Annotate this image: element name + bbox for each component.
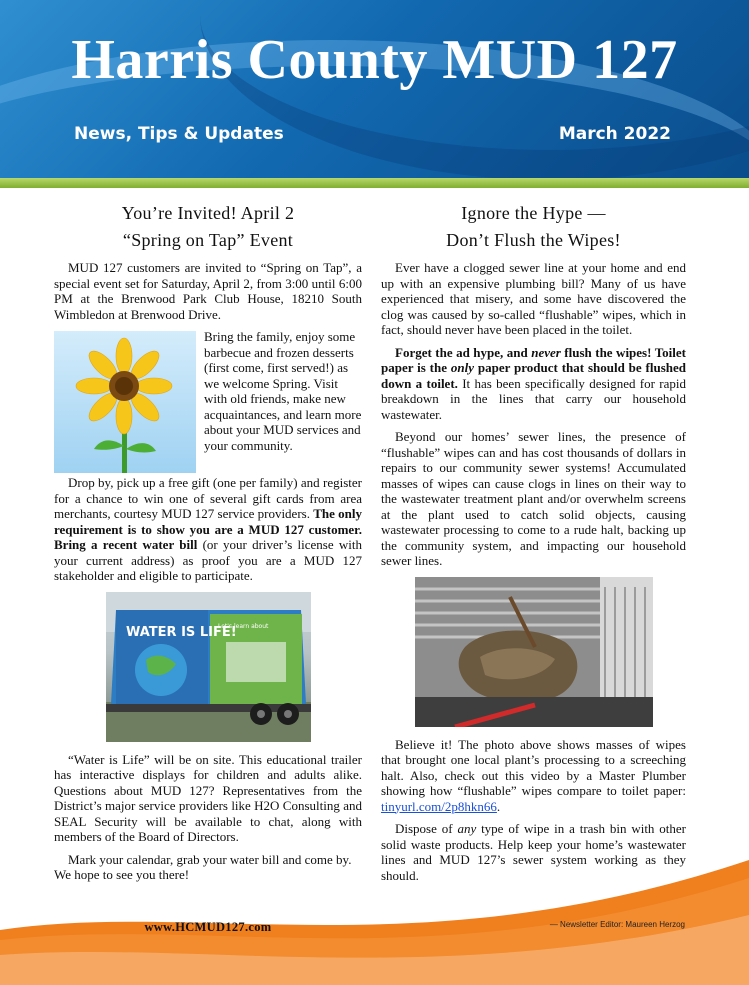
editor-credit: — Newsletter Editor: Maureen Herzog <box>549 920 685 929</box>
newsletter-title: Harris County MUD 127 <box>71 29 678 91</box>
event-heading-line1: You’re Invited! April 2 <box>121 203 295 223</box>
trailer-side-text: Let's learn about <box>217 622 268 630</box>
newsletter-tagline: News, Tips & Updates <box>74 124 284 144</box>
issue-date: March 2022 <box>558 124 671 144</box>
clogged-screen-photo <box>415 577 653 727</box>
event-heading-line2: “Spring on Tap” Event <box>122 230 294 250</box>
video-link[interactable]: tinyurl.com/2p8hkn66 <box>381 798 497 814</box>
photo-caption-paragraph: Believe it! The photo above shows masses of wipes that brought one local plant’s processing to a screeching halt. Also, check out this video by a Master Plumber showing how “flushable” wipes compare to toilet paper: tinyurl.com/2p8hkn66. <box>381 736 686 814</box>
wipes-heading-line2: Don’t Flush the Wipes! <box>446 230 621 250</box>
masthead <box>0 0 749 178</box>
trailer-paragraph: “Water is Life” will be on site. This educational trailer has interactive displays for children and adults alike. Questions about MUD 127? Representatives from the District’s major service providers like H2O Consulting and SEAL Security will be available to chat, along with members of the Board of Directors. <box>54 751 362 844</box>
right-column <box>381 200 686 890</box>
wipes-impact-paragraph: Beyond our homes’ sewer lines, the presence of “flushable” wipes can and has cost thousands of dollars in repairs to our community sewer systems! Accumulated masses of wipes can cause clogs in lines on their way to the wastewater treatment plant and/or overwhelm screens at the plant used to catch solid objects, causing wastewater processing to come to a rude halt, backing up the community system, and impacting our household sewer lines. <box>381 429 686 568</box>
left-column <box>54 200 362 890</box>
sunflower-image <box>54 331 196 473</box>
wipes-warning-paragraph: Forget the ad hype, and never flush the wipes! Toilet paper is the only paper product that should be flushed down a toilet. It has been specifically designed for rapid breakdown in the lines that carry our household wastewater. <box>381 344 686 422</box>
wipes-heading-line1: Ignore the Hype — <box>461 203 606 223</box>
water-is-life-trailer-photo <box>106 592 311 742</box>
event-gift-paragraph: Drop by, pick up a free gift (one per family) and register for a chance to win one of several gift cards from area merchants, courtesy MUD 127 service providers. The only requirement is to show you are a MUD 127 customer. Bring a recent water bill (or your driver’s license with your current address) as proof you are a MUD 127 stakeholder and eligible to participate. <box>54 475 362 583</box>
header-divider <box>0 178 749 188</box>
closing-paragraph: Mark your calendar, grab your water bill and come by. We hope to see you there! <box>54 851 352 882</box>
event-details-paragraph: Bring the family, enjoy some barbecue and frozen desserts (first come, first served!) as we welcome Spring. Visit with old friends, make new acquaintances, and learn more about your MUD services and your community. <box>204 329 362 453</box>
wipes-intro-paragraph: Ever have a clogged sewer line at your home and end up with an expensive plumbing bill? Many of us have experienced that misery, and some have discovered the clog was caused by so-called “flushable” wipes, which in fact, should never have been placed in the toilet. <box>381 260 686 337</box>
website-url[interactable]: www.HCMUD127.com <box>144 920 272 934</box>
dispose-paragraph: Dispose of any type of wipe in a trash bin with other solid waste products. Help keep your home’s wastewater lines and MUD 127’s sewer system working as they should. <box>381 821 686 883</box>
event-intro-paragraph: MUD 127 customers are invited to “Spring on Tap”, a special event set for Saturday, April 2, from 3:00 until 6:00 PM at the Brenwood Park Club House, 18210 South Wimbledon at Brenwood Drive. <box>54 260 362 322</box>
trailer-slogan: WATER IS LIFE! <box>125 624 237 640</box>
